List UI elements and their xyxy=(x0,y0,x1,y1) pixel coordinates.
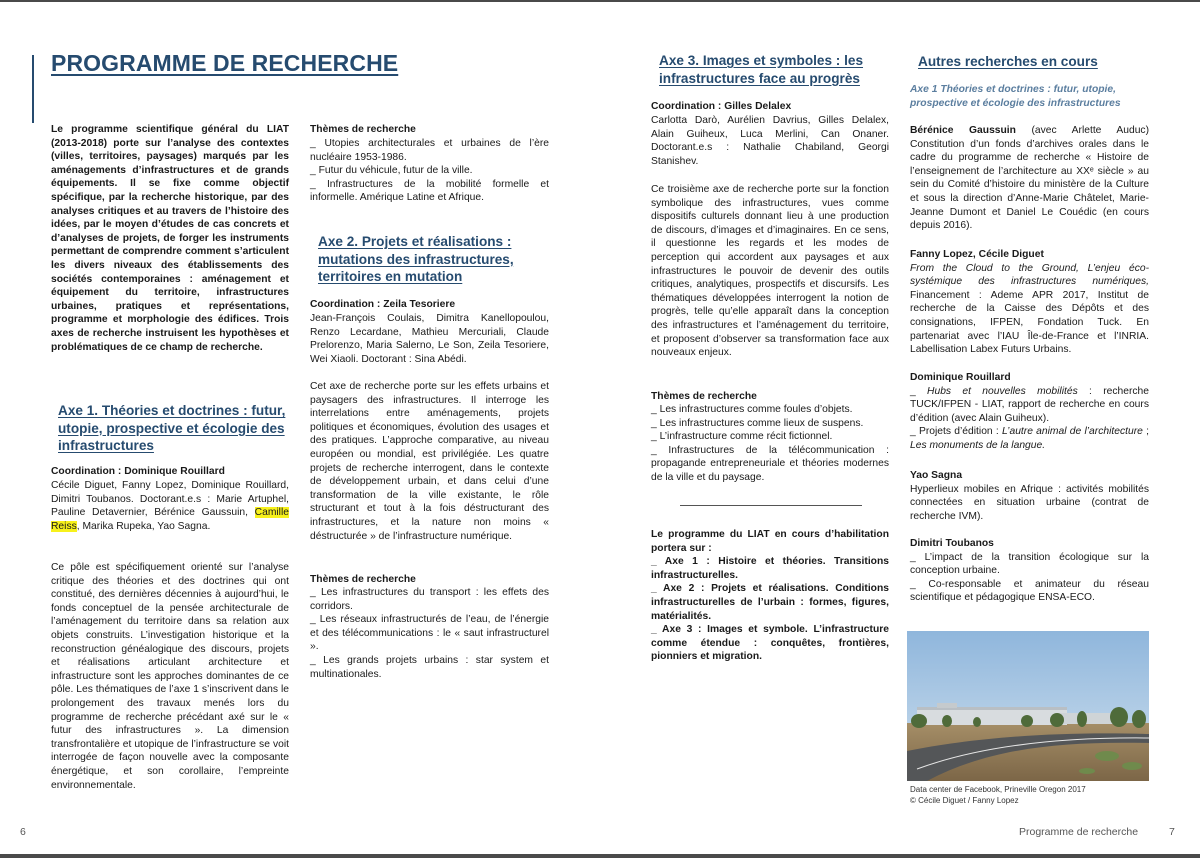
data-center-illustration xyxy=(907,631,1149,781)
theme-item: _ Utopies architecturales et urbaines de l’ère nucléaire 1953-1986. xyxy=(310,138,549,163)
section-divider xyxy=(680,505,862,506)
caption-credit: © Cécile Diguet / Fanny Lopez xyxy=(910,796,1019,805)
photo-caption xyxy=(910,784,1149,806)
entry-title: From the Cloud to the Ground, L’enjeu éco-systémique des infrastructures numériques, xyxy=(910,262,1149,288)
entry-text: (avec Arlette Auduc) Constitution d’un fonds d’archives orales dans le cadre du programme de recherche « Histoire de l’enseignement de l’architecture au XXᵉ siècle » au sein du Comité d’histoire du ministère de la Culture et sous la direction d’Anne-Marie Châtelet, Marie-Jeanne Dumont et Daniel Le Couédic (en cours depuis 2016). xyxy=(910,125,1150,232)
theme-item: _ Futur du véhicule, futur de la ville. xyxy=(310,165,473,177)
axe1-body: Ce pôle est spécifiquement orienté sur l’analyse critique des théories et des doctrines qui ont constitué, des dernières décennies à aujourd’hui, le fonds conceptuel de la pensée architecturale de l’aménagement du territoire dans sa relation aux objets construits. L’investigation historique et la reconstruction généalogique des discours, projets et réalisations articulant architecture et infrastructure sont les approches dominantes de ce pôle. Les thématiques de l’axe 1 s’inscrivent dans le prolongement des travaux menés lors du programme de recherche précédant axé sur le « futur des infrastructures ». La dimension transfrontalière et utopique de l’infrastructure se voit interrogée de façon nouvelle avec la composante énergétique, et son corollaire, l’empreinte environnementale. xyxy=(51,562,289,791)
entry-rouillard xyxy=(910,371,1149,453)
entry-name: Bérénice Gaussuin xyxy=(910,125,1016,136)
theme-item: _ L’infrastructure comme récit fictionnel. xyxy=(651,431,833,443)
axe3-themes-label: Thèmes de recherche xyxy=(651,391,757,402)
axe1-themes-label: Thèmes de recherche xyxy=(310,124,416,135)
entry-toubanos xyxy=(910,537,1149,605)
entry-lopez-diguet xyxy=(910,248,1149,357)
running-footer-title: Programme de recherche xyxy=(1019,826,1139,838)
axe1-heading: Axe 1. Théories et doctrines : futur, utopie, prospective et écologie des infrastructures xyxy=(58,403,286,453)
theme-item: _ Infrastructures de la mobilité formelle et informelle. Amérique Latine et Afrique. xyxy=(310,178,549,204)
caption-line: Data center de Facebook, Prineville Oregon 2017 xyxy=(910,785,1086,794)
habilitation-intro: Le programme du LIAT en cours d’habilitation portera sur : xyxy=(651,529,889,554)
entry-sagna xyxy=(910,469,1149,523)
entry-text xyxy=(910,262,1149,357)
autres-heading: Autres recherches en cours xyxy=(918,54,1098,69)
axe3-themes-list xyxy=(651,403,889,485)
axe3-members: Carlotta Darò, Aurélien Davrius, Gilles Delalex, Alain Guiheux, Luca Merlini, Can Onaner. Doctorant.e.s : Nathalie Chabiland, Georgi Stanishev. xyxy=(651,115,889,167)
page-number-left: 6 xyxy=(20,826,26,838)
axe2-heading: Axe 2. Projets et réalisations : mutations des infrastructures, territoires en mutation xyxy=(318,234,514,284)
intro-paragraph: Le programme scientifique général du LIAT (2013-2018) porte sur l’analyse des contextes (villes, territoires, paysages) marqués par les aménagements d’infrastructures et de grands équipements. Il se fixe comme objectif spécifique, par la recherche historique, par des analyses critiques et au travers de l’histoire des idées, par le moyen d’études de cas concrets et d’analyses de projets, de forger les instruments permettant de comprendre comment s’articulent les divers niveaux des établissements des sociétés contemporaines : aménagement et équipement du territoire, infrastructures urbaines, pratiques et représentations, programme et morphologie des édifices. Trois axes de recherche instruisent les hypothèses et problématiques de ce champ de recherche. xyxy=(51,124,289,353)
title-accent-bar xyxy=(32,55,34,123)
entry-details: : recherche TUCK/IFPEN - LIAT, rapport de recherche en cours d’édition (avec Alain Guiheux). xyxy=(910,385,1150,424)
habilitation-item: _ Axe 1 : Histoire et théories. Transitions infrastructurelles. xyxy=(651,556,889,581)
theme-item: _ Les réseaux infrastructurés de l’eau, de l’énergie et des télécommunications : le « saut infrastructurel ». xyxy=(310,614,549,653)
axe3-body: Ce troisième axe de recherche porte sur la fonction symbolique des infrastructures, vues comme dispositifs culturels donnant lieu à une production de discours, d’images et d’imaginaires. En ce sens, il questionne les regards et les modes de perception qui accordent aux paysages et aux infrastructures le pouvoir de devenir des outils critiques, analytiques, prospectifs et discursifs. Les thématiques développées interrogent la notion de progrès, telle qu’elle apparaît dans la conception des infrastructures et l’aménagement du territoire, et proposent d’observer sa transformation face aux nouveaux enjeux. xyxy=(651,184,889,359)
axe2-body: Cet axe de recherche porte sur les effets urbains et paysagers des infrastructures. Il interroge les interrelations entre aménagements, projets politiques et économiques, évolution des usages et des pratiques. L’approche comparative, au niveau européen ou mondial, est privilégiée. Les quatre projets de recherche interrogent, dans le contexte de développement urbain, et dans celui d’une transformation de la ville existante, le rôle structurant et tout à la fois déstructurant des infrastructures, et la nature non moins « déstructurée » de l’infrastructure numérique. xyxy=(310,381,549,542)
entry-prefix: _ Projets d’édition : xyxy=(910,426,1003,438)
axe2-themes-label: Thèmes de recherche xyxy=(310,574,416,585)
habilitation-item: _ Axe 2 : Projets et réalisations. Conditions infrastructurelles de l’urbain : formes, figures, matérialités. xyxy=(651,583,889,622)
axe1-coordination: Coordination : Dominique Rouillard xyxy=(51,466,225,477)
theme-item: _ Les grands projets urbains : star system et multinationales. xyxy=(310,654,549,680)
axe2-themes-list xyxy=(310,586,549,681)
entry-line xyxy=(910,385,1149,426)
entry-name: Fanny Lopez, Cécile Diguet xyxy=(910,249,1044,260)
entry-prefix: _ xyxy=(910,385,928,397)
habilitation-block xyxy=(651,528,889,664)
axe1-members xyxy=(51,479,289,533)
entry-item: _ Co-responsable et animateur du réseau scientifique et pédagogique ENSA-ECO. xyxy=(910,578,1149,604)
entry-name: Dimitri Toubanos xyxy=(910,538,994,549)
entry-item: _ L’impact de la transition écologique sur la conception urbaine. xyxy=(910,551,1149,577)
axe3-coordination: Coordination : Gilles Delalex xyxy=(651,101,792,112)
theme-item: _ Les infrastructures du transport : les effets des corridors. xyxy=(310,587,549,612)
habilitation-item: _ Axe 3 : Images et symbole. L’infrastructure comme étendue : conquêtes, frontières, pionniers et migration. xyxy=(651,624,889,663)
entry-title: Les monuments de la langue. xyxy=(910,439,1046,451)
entry-title: L’autre animal de l’architecture xyxy=(1002,426,1143,438)
axe1-members-text-end: , Marika Rupeka, Yao Sagna. xyxy=(76,520,211,532)
axe2-coordination: Coordination : Zeila Tesoriere xyxy=(310,299,456,310)
axe1-members-text: Cécile Diguet, Fanny Lopez, Dominique Rouillard, Dimitri Toubanos. Doctorant.e.s : Marie Artuphel, Pauline Detavernier, Bérénice Gaussuin, xyxy=(51,480,289,519)
theme-item: _ Les infrastructures comme foules d’objets. xyxy=(651,404,853,415)
entry-line xyxy=(910,425,1149,452)
axe1-themes-list xyxy=(310,137,549,205)
theme-item: _ Infrastructures de la télécommunication : propagande entrepreneuriale et théories modernes de la ville et du paysage. xyxy=(651,444,889,483)
document-spread xyxy=(0,2,1200,854)
autres-subheading: Axe 1 Théories et doctrines : futur, utopie, prospective et écologie des infrastructures xyxy=(910,84,1121,109)
axe3-heading: Axe 3. Images et symboles : les infrastructures face au progrès xyxy=(659,53,864,86)
data-center-photo xyxy=(907,631,1149,781)
entry-name: Dominique Rouillard xyxy=(910,372,1011,383)
axe2-members: Jean-François Coulais, Dimitra Kanellopoulou, Renzo Lecardane, Mathieu Mercuriali, Claude Prelorenzo, Maria Salerno, Le Son, Zeila Tesoriere, Wei Xiaoli. Doctorant : Sina Abédi. xyxy=(310,313,549,365)
highlighted-name: Camille Reiss xyxy=(51,507,289,532)
entry-title: Hubs et nouvelles mobilités xyxy=(927,385,1078,397)
entry-separator: ; xyxy=(1142,426,1149,438)
entry-gaussuin xyxy=(910,124,1149,233)
entry-details: Financement : Ademe APR 2017, Institut de recherche de la Caisse des Dépôts et des consignations, IFPEN, Fondation Tuck. En partenariat avec l’IAU Île-de-France et l’INRIA. Labellisation Labex Futurs Urbains. xyxy=(910,289,1149,356)
page-number-right: 7 xyxy=(1169,826,1175,838)
theme-item: _ Les infrastructures comme lieux de suspens. xyxy=(651,417,864,429)
page-title: PROGRAMME DE RECHERCHE xyxy=(51,50,399,76)
entry-name: Yao Sagna xyxy=(910,470,963,481)
entry-text: Hyperlieux mobiles en Afrique : activités mobilités connectées en situation urbaine (contrat de recherche IVM). xyxy=(910,483,1149,522)
